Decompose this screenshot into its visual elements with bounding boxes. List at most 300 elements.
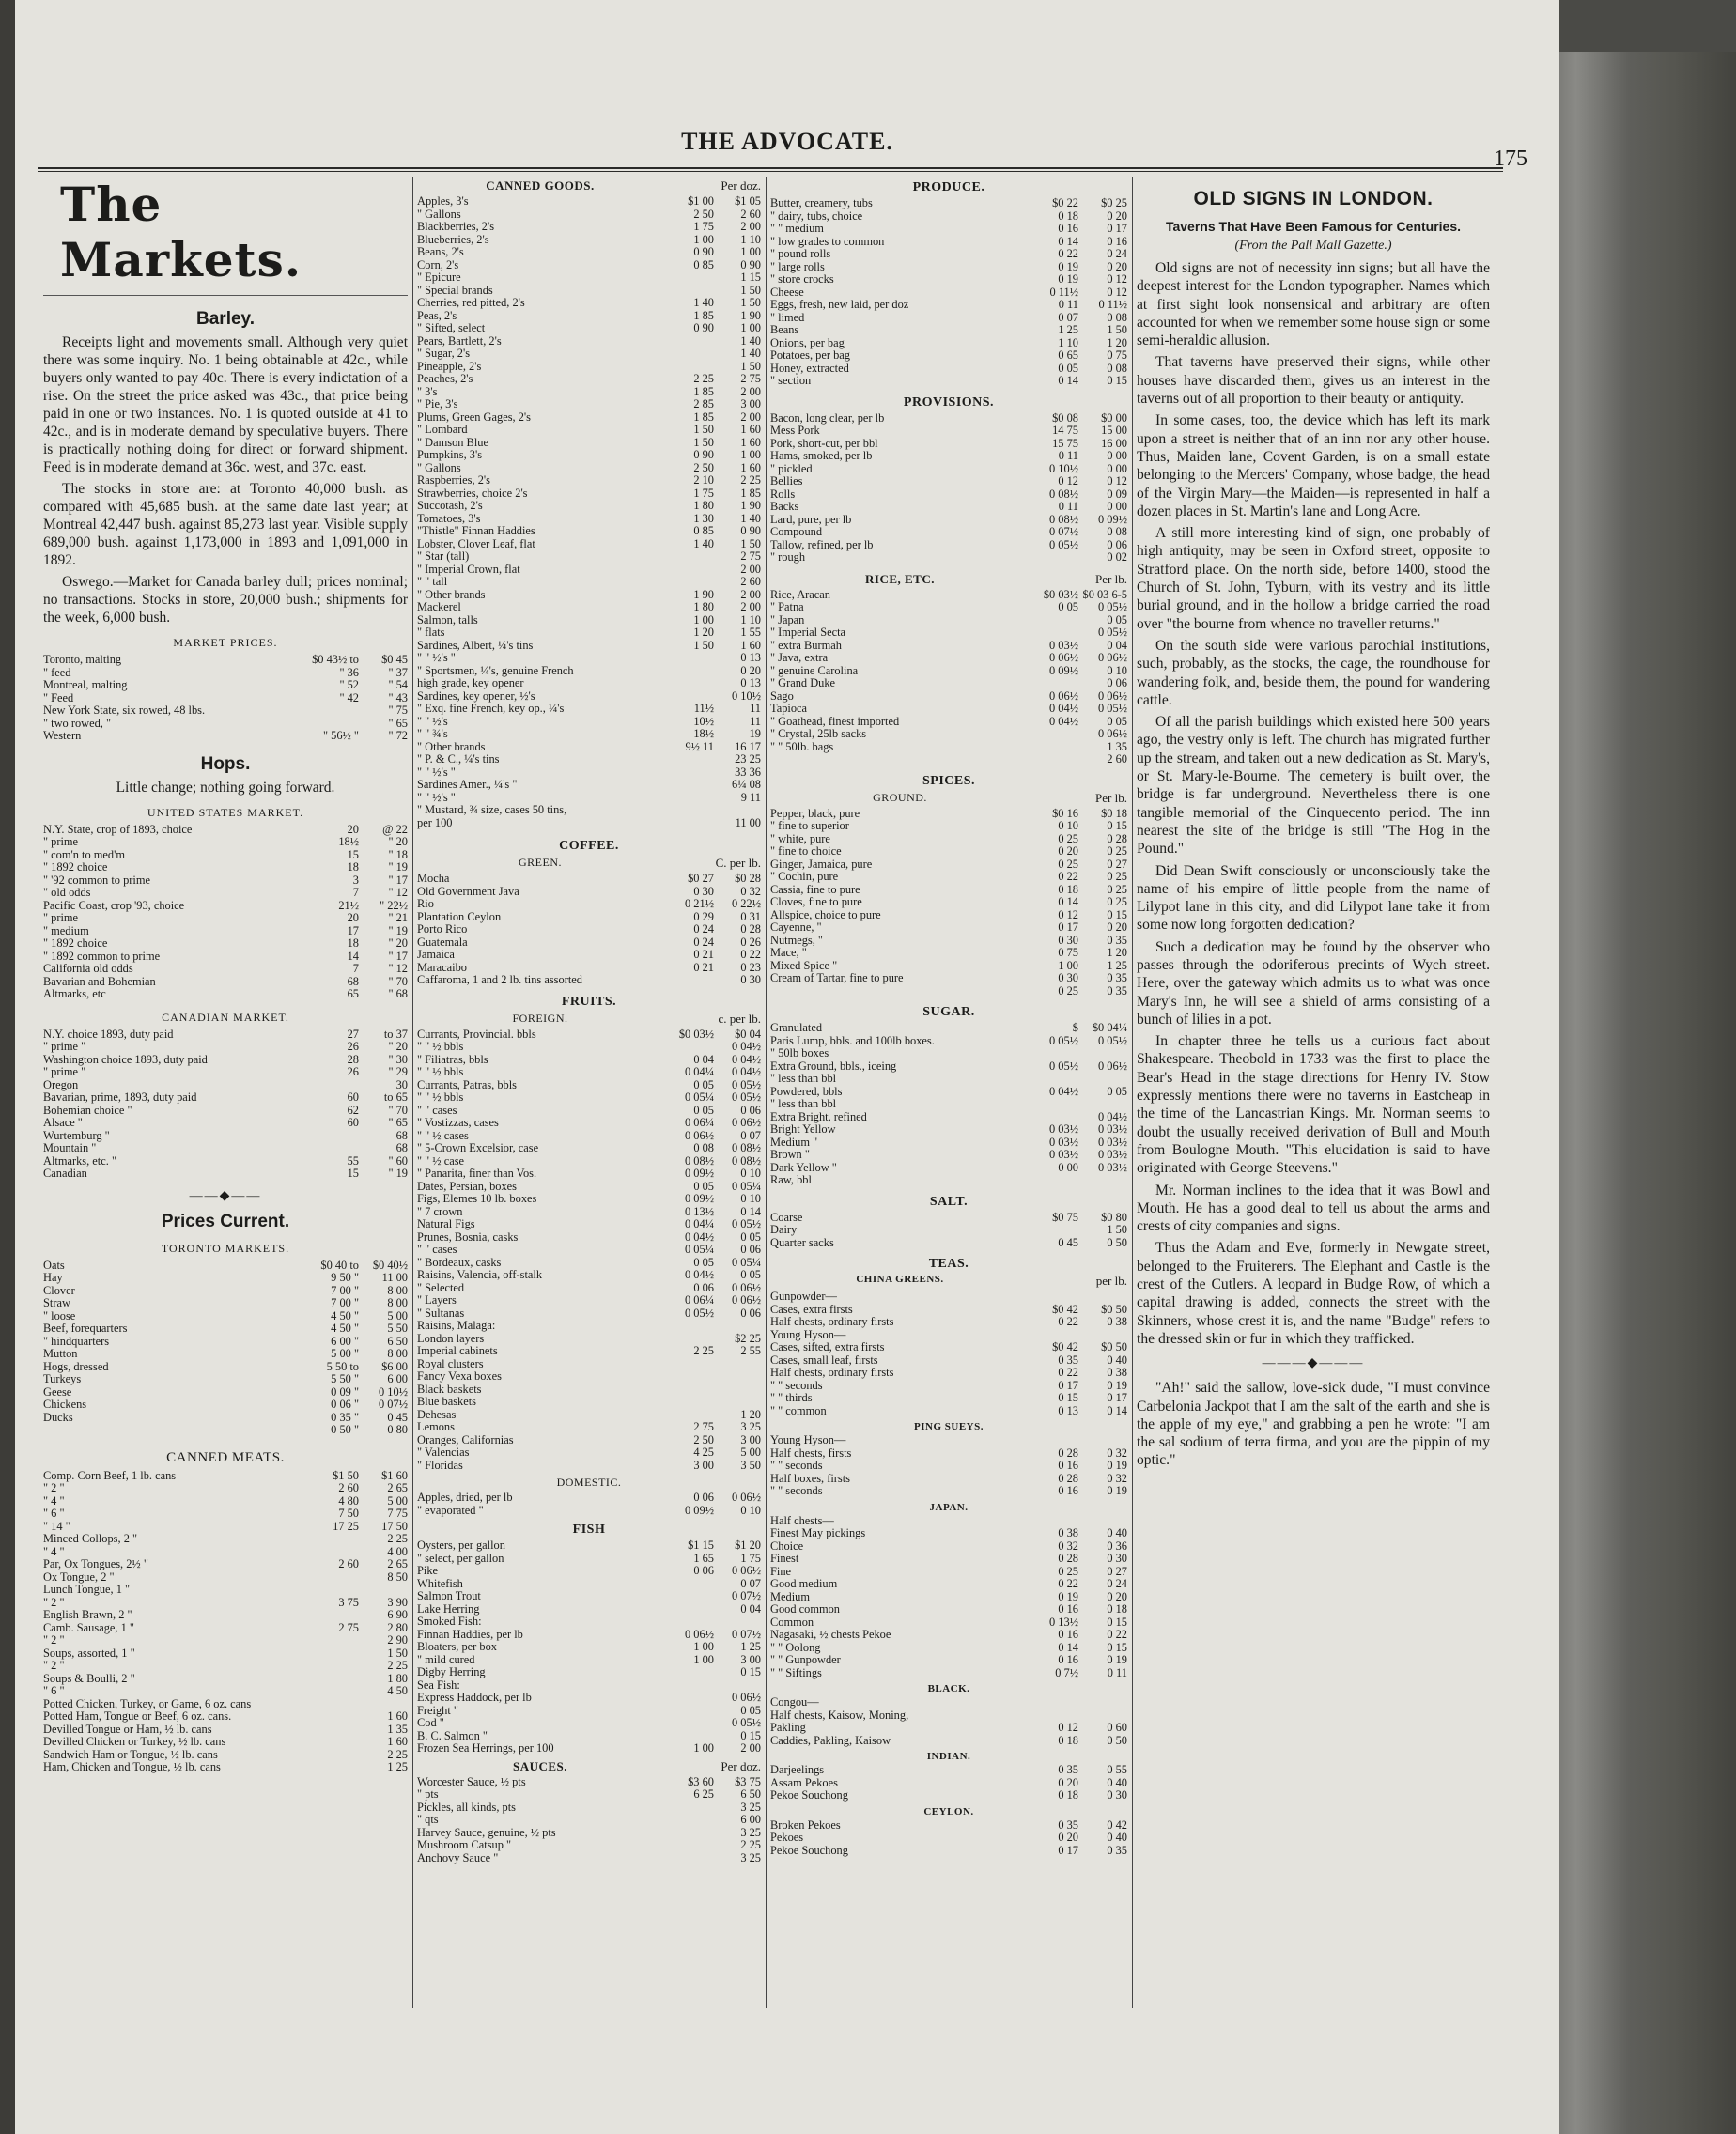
row-value: 1 60: [740, 638, 761, 652]
row-value: 16 17: [735, 739, 761, 753]
row-value: 1 00: [1058, 958, 1078, 972]
table-row: [770, 1709, 1127, 1723]
row-value: $0 40½: [372, 1258, 408, 1272]
row-value: 0 15: [1107, 374, 1127, 387]
section-sublabel: CHINA GREENS.: [856, 1274, 944, 1285]
row-value: [667, 1041, 714, 1054]
row-value: 1 50: [740, 359, 761, 373]
table-row: [417, 1079, 761, 1092]
row-label: Anchovy Sauce ": [417, 1851, 499, 1864]
row-value: 6 90: [387, 1608, 408, 1621]
row-value: 1 40: [740, 333, 761, 348]
fruits-heading: FRUITS.: [561, 994, 617, 1009]
table-row: [417, 1409, 761, 1422]
table-row: [417, 1294, 761, 1307]
row-label: " Cochin, pure: [770, 871, 839, 883]
table-row: [770, 273, 1127, 286]
row-value: 0 05¼: [732, 1255, 761, 1269]
row-value: 0 06: [693, 1491, 714, 1504]
row-label: " limed: [770, 311, 805, 324]
row-label: " Gallons: [417, 461, 461, 474]
table-row: [417, 817, 761, 830]
table-row: [43, 900, 408, 913]
row-label: " Patna: [770, 601, 804, 613]
row-value: 0 11: [1107, 1665, 1127, 1679]
row-label: Mess Pork: [770, 425, 820, 437]
row-value: 0 00: [1107, 449, 1127, 462]
row-label: " Other brands: [417, 740, 486, 753]
row-value: 7 00 ": [331, 1296, 359, 1309]
row-value: $1 15: [688, 1539, 714, 1552]
table-row: [417, 550, 761, 564]
row-value: 0 06: [740, 1306, 761, 1320]
row-value: 68: [347, 974, 359, 988]
row-value: 0 07½: [732, 1627, 761, 1641]
table-row: [417, 297, 761, 310]
row-value: 62: [347, 1103, 359, 1117]
row-value: 68: [395, 1141, 408, 1154]
table-row: [770, 1696, 1127, 1709]
row-value: 0 60: [1107, 1721, 1127, 1734]
row-value: $0 04¼: [1092, 1021, 1127, 1034]
row-value: [667, 817, 714, 830]
row-value: " 21: [388, 911, 408, 924]
row-value: 0 28: [1058, 1552, 1078, 1565]
row-value: 1 60: [387, 1709, 408, 1723]
row-label: Dark Yellow ": [770, 1161, 837, 1174]
row-label: Freight ": [417, 1704, 458, 1717]
row-label: Geese: [43, 1385, 72, 1399]
table-row: [43, 1373, 408, 1386]
table-row: [417, 1028, 761, 1042]
row-value: [310, 1660, 359, 1673]
table-row: [417, 500, 761, 513]
unit-label: Per doz.: [721, 1758, 761, 1773]
row-value: 0 05: [693, 1103, 714, 1117]
row-label: " store crocks: [770, 273, 834, 286]
table-row: [417, 1802, 761, 1815]
row-label: Medium: [770, 1590, 810, 1603]
row-label: Coarse: [770, 1211, 803, 1224]
row-value: 3 25: [740, 1825, 761, 1839]
canned-meats-heading: CANNED MEATS.: [166, 1449, 285, 1465]
row-value: 0 25: [1107, 870, 1127, 883]
row-value: 8 50: [387, 1570, 408, 1584]
table-row: [417, 1692, 761, 1705]
row-value: 0 03½: [1098, 1135, 1127, 1149]
hops-lead: Little change; nothing going forward.: [116, 779, 335, 796]
row-value: 0 90: [740, 257, 761, 271]
row-label: Tapioca: [770, 703, 808, 715]
row-value: [1078, 1329, 1127, 1342]
row-value: 17 25: [333, 1519, 359, 1533]
row-value: 0 18: [1058, 1788, 1078, 1802]
row-label: Frozen Sea Herrings, per 100: [417, 1742, 554, 1755]
row-value: " 37: [388, 665, 408, 679]
row-value: 0 30: [1107, 1552, 1127, 1565]
barley-price-table: [43, 654, 408, 743]
table-row: [770, 1304, 1127, 1317]
row-value: 1 80: [693, 600, 714, 613]
row-value: 0 06¼: [685, 1293, 714, 1307]
row-value: [667, 1590, 714, 1603]
row-value: 1 75: [693, 220, 714, 233]
table-row: [417, 1814, 761, 1827]
canadian-hops-table: [43, 1028, 408, 1181]
row-label: Nutmegs, ": [770, 934, 823, 947]
row-value: " 19: [388, 860, 408, 874]
row-label: " large rolls: [770, 260, 825, 273]
row-value: [1030, 753, 1078, 766]
row-value: [667, 690, 714, 704]
article-paragraph: A still more interesting kind of sign, one probably of high antiquity, may be seen in Oxford street, opposite to Stratford place. On the north side, before 1400, stood the Church of St. John, Tyburn, with its vestry and its little burial ground, and in the hollow a bridge carried the road over "the bourne from whence no traveller returns.": [1137, 525, 1490, 632]
row-value: 0 20: [1107, 209, 1127, 223]
table-row: [770, 526, 1127, 539]
row-label: Extra Bright, refined: [770, 1110, 867, 1123]
row-label: Mutton: [43, 1348, 78, 1360]
row-value: 0 13½: [1049, 1615, 1078, 1629]
table-row: [770, 1845, 1127, 1858]
table-row: [43, 1105, 408, 1118]
row-value: 0 36: [1107, 1539, 1127, 1553]
row-value: $0 03½: [678, 1027, 714, 1041]
row-value: 2 60: [740, 575, 761, 588]
row-label: Imperial cabinets: [417, 1345, 498, 1357]
row-value: 0 25: [1058, 983, 1078, 997]
table-row: [770, 337, 1127, 350]
row-label: " 1892 common to prime: [43, 950, 161, 963]
row-label: " old odds: [43, 887, 91, 899]
table-row: [417, 1155, 761, 1168]
row-label: Mackerel: [417, 601, 461, 613]
row-value: [714, 1320, 761, 1333]
row-value: 0 04½: [732, 1065, 761, 1078]
table-row: [770, 652, 1127, 665]
row-value: 0 04½: [1098, 1109, 1127, 1123]
row-label: Soups & Boulli, 2 ": [43, 1672, 135, 1685]
row-label: " mild cured: [417, 1653, 475, 1666]
row-value: 0 04½: [732, 1040, 761, 1053]
table-row: [43, 1761, 408, 1774]
table-row: [43, 963, 408, 976]
row-value: [310, 1710, 359, 1724]
table-row: [43, 1673, 408, 1686]
row-value: [1030, 614, 1078, 627]
table-row: [43, 1079, 408, 1092]
row-value: 3 00: [740, 397, 761, 410]
row-value: 0 13: [1058, 1403, 1078, 1417]
row-value: [1078, 1515, 1127, 1528]
row-label: " select, per gallon: [417, 1552, 504, 1565]
row-value: 26: [347, 1065, 359, 1078]
row-value: 0 05: [693, 1255, 714, 1269]
row-label: Blue baskets: [417, 1396, 476, 1408]
table-row: [770, 589, 1127, 602]
row-value: 0 45: [387, 1410, 408, 1424]
row-value: [667, 1603, 714, 1616]
table-row: [770, 1224, 1127, 1237]
table-row: [43, 1054, 408, 1067]
row-value: [310, 1634, 359, 1647]
row-value: [667, 1692, 714, 1705]
table-row: [770, 463, 1127, 476]
row-label: Par, Ox Tongues, 2½ ": [43, 1558, 148, 1570]
row-value: 1 85: [693, 384, 714, 398]
table-row: [43, 951, 408, 964]
table-row: [417, 513, 761, 526]
table-row: [43, 1647, 408, 1661]
row-value: 2 65: [387, 1557, 408, 1570]
table-row: [43, 1336, 408, 1349]
table-row: [43, 1260, 408, 1273]
row-label: Whitefish: [417, 1577, 463, 1590]
row-value: 8 00: [387, 1296, 408, 1309]
table-row: [43, 1470, 408, 1483]
row-label: New York State, six rowed, 48 lbs.: [43, 704, 206, 717]
row-label: " " cases: [417, 1244, 457, 1256]
table-row: [417, 474, 761, 487]
table-row: [417, 1553, 761, 1566]
table-row: [417, 1679, 761, 1693]
row-label: Bacon, long clear, per lb: [770, 411, 885, 425]
row-label: Hogs, dressed: [43, 1360, 109, 1373]
row-value: 0 05¼: [732, 1179, 761, 1193]
row-label: Pekoe Souchong: [770, 1789, 848, 1802]
row-value: [310, 1571, 359, 1585]
row-label: " less than bbl: [770, 1098, 837, 1110]
row-label: Pakling: [770, 1722, 806, 1734]
joke-paragraph: "Ah!" said the sallow, love-sick dude, "I must convince Carbelonia Jackpot that I am the salt of the earth and she is the apple of my eye," and grabbing a pen he wrote: "I am the sal sodium of terra firma, and you are the pippin of my optic.": [1137, 1380, 1490, 1469]
row-value: 0 38: [1107, 1315, 1127, 1328]
row-value: 11 00: [381, 1271, 408, 1284]
table-row: [417, 1434, 761, 1447]
row-label: Cherries, red pitted, 2's: [417, 297, 525, 309]
row-value: 9 11: [740, 790, 761, 804]
row-value: 2 85: [693, 397, 714, 410]
table-row: [417, 690, 761, 704]
canned-meats-table: [43, 1470, 408, 1774]
row-label: " two rowed, ": [43, 717, 112, 730]
row-value: 0 14: [1107, 1403, 1127, 1417]
row-value: [667, 1827, 714, 1840]
table-row: [417, 1320, 761, 1333]
table-row: [770, 1291, 1127, 1304]
row-label: " 4 ": [43, 1494, 65, 1508]
row-value: [667, 652, 714, 665]
row-label: Brown ": [770, 1149, 810, 1161]
row-label: Camb. Sausage, 1 ": [43, 1621, 134, 1634]
row-value: [1078, 1696, 1127, 1709]
us-hops-table: [43, 824, 408, 1001]
row-label: Mountain ": [43, 1142, 97, 1154]
row-value: " 70: [388, 974, 408, 988]
table-row: [417, 974, 761, 987]
row-label: Cases, small leaf, firsts: [770, 1353, 878, 1367]
article-title: OLD SIGNS IN LONDON.: [1193, 188, 1434, 209]
table-row: [770, 223, 1127, 236]
row-label: " 6 ": [43, 1685, 65, 1697]
row-value: 0 11½: [1098, 298, 1127, 311]
row-label: London layers: [417, 1332, 485, 1345]
row-value: 0 05: [1107, 714, 1127, 728]
table-row: [770, 690, 1127, 704]
row-label: Bavarian and Bohemian: [43, 975, 156, 988]
table-row: [417, 716, 761, 729]
row-label: " 3's: [417, 385, 438, 398]
table-row: [417, 936, 761, 950]
fish-table: [417, 1539, 761, 1755]
table-row: [770, 921, 1127, 935]
row-value: [667, 766, 714, 780]
row-value: 1 50: [693, 423, 714, 436]
row-label: Canadian: [43, 1168, 87, 1180]
table-row: [770, 412, 1127, 425]
table-row: [43, 1386, 408, 1399]
table-row: [417, 1705, 761, 1718]
row-value: 1 65: [693, 1551, 714, 1565]
row-value: 1 00: [740, 448, 761, 461]
table-row: [417, 1181, 761, 1194]
table-row: [770, 501, 1127, 514]
row-label: Backs: [770, 501, 799, 513]
row-value: 2 60: [740, 207, 761, 221]
table-row: [770, 896, 1127, 909]
row-value: 3: [352, 873, 359, 887]
row-value: 0 30: [1058, 971, 1078, 984]
column-rule: [1132, 177, 1133, 2008]
row-value: " 30: [388, 1052, 408, 1066]
row-value: 8 00: [387, 1283, 408, 1297]
table-row: [417, 728, 761, 741]
row-label: Express Haddock, per lb: [417, 1692, 532, 1704]
row-value: 0 08: [693, 1141, 714, 1154]
unit-label: C. per lb.: [715, 856, 761, 870]
row-value: $0 75: [1052, 1210, 1078, 1224]
row-value: [667, 1370, 714, 1384]
row-value: [667, 665, 714, 678]
table-row: [770, 985, 1127, 998]
row-value: $0 03 6-5: [1082, 587, 1127, 601]
row-label: Altmarks, etc. ": [43, 1154, 117, 1168]
row-value: 0 35: [1058, 1817, 1078, 1832]
row-value: 3 75: [338, 1595, 359, 1609]
row-label: Harvey Sauce, genuine, ½ pts: [417, 1826, 556, 1839]
row-label: " feed: [43, 666, 71, 679]
row-value: 0 40: [1107, 1353, 1127, 1367]
row-label: " Damson Blue: [417, 436, 488, 449]
row-label: " extra Burmah: [770, 639, 842, 652]
row-label: " pound rolls: [770, 248, 831, 260]
row-value: 0 05: [1058, 361, 1078, 375]
table-row: [770, 1603, 1127, 1616]
row-value: 0 06½: [685, 1128, 714, 1142]
markets-masthead: The Markets.: [43, 177, 408, 296]
row-label: " pickled: [770, 462, 813, 475]
row-label: Tomatoes, 3's: [417, 512, 481, 525]
row-label: " " common: [770, 1404, 827, 1417]
row-value: " 12: [388, 886, 408, 899]
table-row: [417, 1827, 761, 1840]
row-value: 2 90: [387, 1633, 408, 1647]
row-label: "Thistle" Finnan Haddies: [417, 525, 535, 537]
table-row: [43, 925, 408, 938]
row-value: 2 25: [387, 1532, 408, 1545]
row-value: 0 04½: [732, 1052, 761, 1066]
table-row: [43, 1272, 408, 1285]
row-value: $0 22: [1052, 196, 1078, 209]
row-value: 6 50: [387, 1334, 408, 1348]
row-value: 0 09½: [685, 1503, 714, 1517]
row-value: [714, 1396, 761, 1409]
row-value: 5 50 ": [331, 1372, 359, 1385]
row-value: 0 20: [1058, 844, 1078, 858]
row-value: 1 60: [387, 1735, 408, 1748]
table-row: [417, 1788, 761, 1802]
row-value: 0 05½: [1049, 1059, 1078, 1073]
row-value: " 19: [388, 1167, 408, 1180]
row-value: 0 18: [1107, 1602, 1127, 1616]
table-row: [770, 1111, 1127, 1124]
row-label: " " ½'s ": [417, 652, 456, 664]
row-label: Cases, sifted, extra firsts: [770, 1341, 885, 1353]
row-label: Finest: [770, 1553, 799, 1565]
row-label: Compound: [770, 526, 823, 538]
row-value: 26: [347, 1040, 359, 1053]
row-value: 2 00: [740, 1741, 761, 1755]
row-label: " Feed: [43, 691, 74, 704]
row-label: " 2 ": [43, 1634, 65, 1647]
row-value: 0 23: [740, 960, 761, 974]
row-value: 1 00: [693, 1652, 714, 1666]
row-label: Oysters, per gallon: [417, 1539, 505, 1552]
row-value: 0 10: [740, 1167, 761, 1180]
row-value: [667, 335, 714, 348]
row-value: $0 42: [1052, 1302, 1078, 1316]
row-value: " 20: [388, 835, 408, 848]
row-value: [667, 348, 714, 361]
table-row: [770, 728, 1127, 741]
row-value: [1030, 1073, 1078, 1086]
table-row: [417, 1641, 761, 1654]
row-value: 0 07½: [732, 1589, 761, 1602]
row-value: 0 18: [1058, 882, 1078, 896]
row-label: Caddies, Pakling, Kaisow: [770, 1734, 891, 1747]
row-value: 6 25: [693, 1787, 714, 1801]
row-value: 0 09½: [1098, 512, 1127, 526]
row-value: 1 00: [740, 245, 761, 258]
row-label: Potted Ham, Tongue or Beef, 6 oz. cans.: [43, 1710, 232, 1723]
row-label: " " seconds: [770, 1460, 823, 1472]
row-label: Worcester Sauce, ½ pts: [417, 1775, 526, 1788]
row-value: 0 06¼: [685, 1116, 714, 1129]
row-label: " flats: [417, 626, 445, 639]
section-sublabel: FOREIGN.: [512, 1011, 568, 1025]
row-value: 0 05½: [732, 1077, 761, 1091]
row-label: " " ½ bbls: [417, 1066, 464, 1078]
row-value: 0 75: [1107, 348, 1127, 362]
row-value: 0 19: [1058, 272, 1078, 286]
row-label: Bohemian choice ": [43, 1104, 132, 1117]
row-value: 17: [347, 923, 359, 937]
table-row: [770, 1642, 1127, 1655]
unit-label: c. per lb.: [718, 1011, 761, 1026]
row-value: 65: [347, 987, 359, 1000]
row-label: Fancy Vexa boxes: [417, 1370, 502, 1383]
row-label: Good common: [770, 1603, 840, 1616]
row-value: [1030, 551, 1078, 564]
row-value: 0 02: [1107, 550, 1127, 564]
rice-table: [770, 589, 1127, 766]
